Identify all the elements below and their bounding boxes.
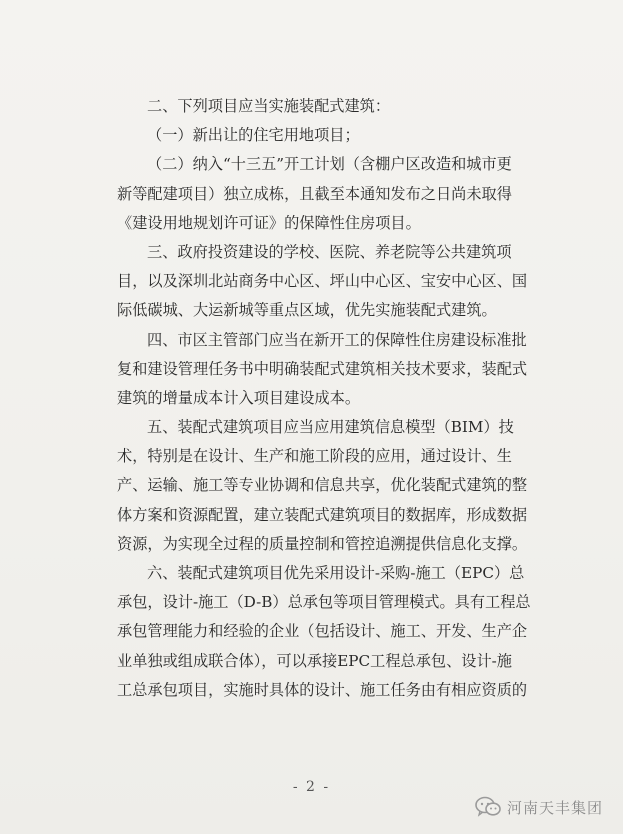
text-line: 资源，为实现全过程的质量控制和管控追溯提供信息化支撑。 [117,534,528,553]
text-line: 承包管理能力和经验的企业（包括设计、施工、开发、生产企 [117,622,528,641]
text-line: 新等配建项目）独立成栋，且截至本通知发布之日尚未取得 [117,184,512,203]
text-line: （一）新出让的住宅用地项目； [147,126,360,145]
page-number: - 2 - [292,779,331,795]
wechat-icon [475,796,501,818]
text-line: 业单独或组成联合体），可以承接EPC工程总承包、设计-施 [117,651,512,670]
text-line: 术，特别是在设计、生产和施工阶段的应用，通过设计、生 [117,447,512,466]
text-line: 三、政府投资建设的学校、医院、养老院等公共建筑项 [147,242,512,261]
text-line: 工总承包项目，实施时具体的设计、施工任务由有相应资质的 [117,680,528,699]
text-line: 体方案和资源配置，建立装配式建筑项目的数据库，形成数据 [117,505,528,524]
wechat-watermark [475,794,603,820]
text-line: 际低碳城、大运新城等重点区域，优先实施装配式建筑。 [117,301,497,320]
text-line: 四、市区主管部门应当在新开工的保障性住房建设标准批 [147,330,527,349]
document-text [117,92,555,705]
watermark-text: 河南天丰集团 [506,798,603,817]
text-line: （二）纳入“十三五”开工计划（含棚户区改造和城市更 [147,155,512,174]
text-line: 六、装配式建筑项目优先采用设计-采购-施工（EPC）总 [147,564,525,582]
text-line: 二、下列项目应当实施装配式建筑： [147,97,390,115]
document-body [117,92,555,705]
text-line: 目，以及深圳北站商务中心区、坪山中心区、宝安中心区、国 [117,272,528,291]
text-line: 复和建设管理任务书中明确装配式建筑相关技术要求，装配式 [117,359,528,378]
text-line: 承包，设计-施工（D-B）总承包等项目管理模式。具有工程总 [117,593,531,612]
text-line: 建筑的增量成本计入项目建设成本。 [117,388,360,407]
text-line: 五、装配式建筑项目应当应用建筑信息模型（BIM）技 [147,418,514,437]
text-line: 产、运输、施工等专业协调和信息共享，优化装配式建筑的整 [117,476,528,495]
text-line: 《建设用地规划许可证》的保障性住房项目。 [117,213,421,232]
